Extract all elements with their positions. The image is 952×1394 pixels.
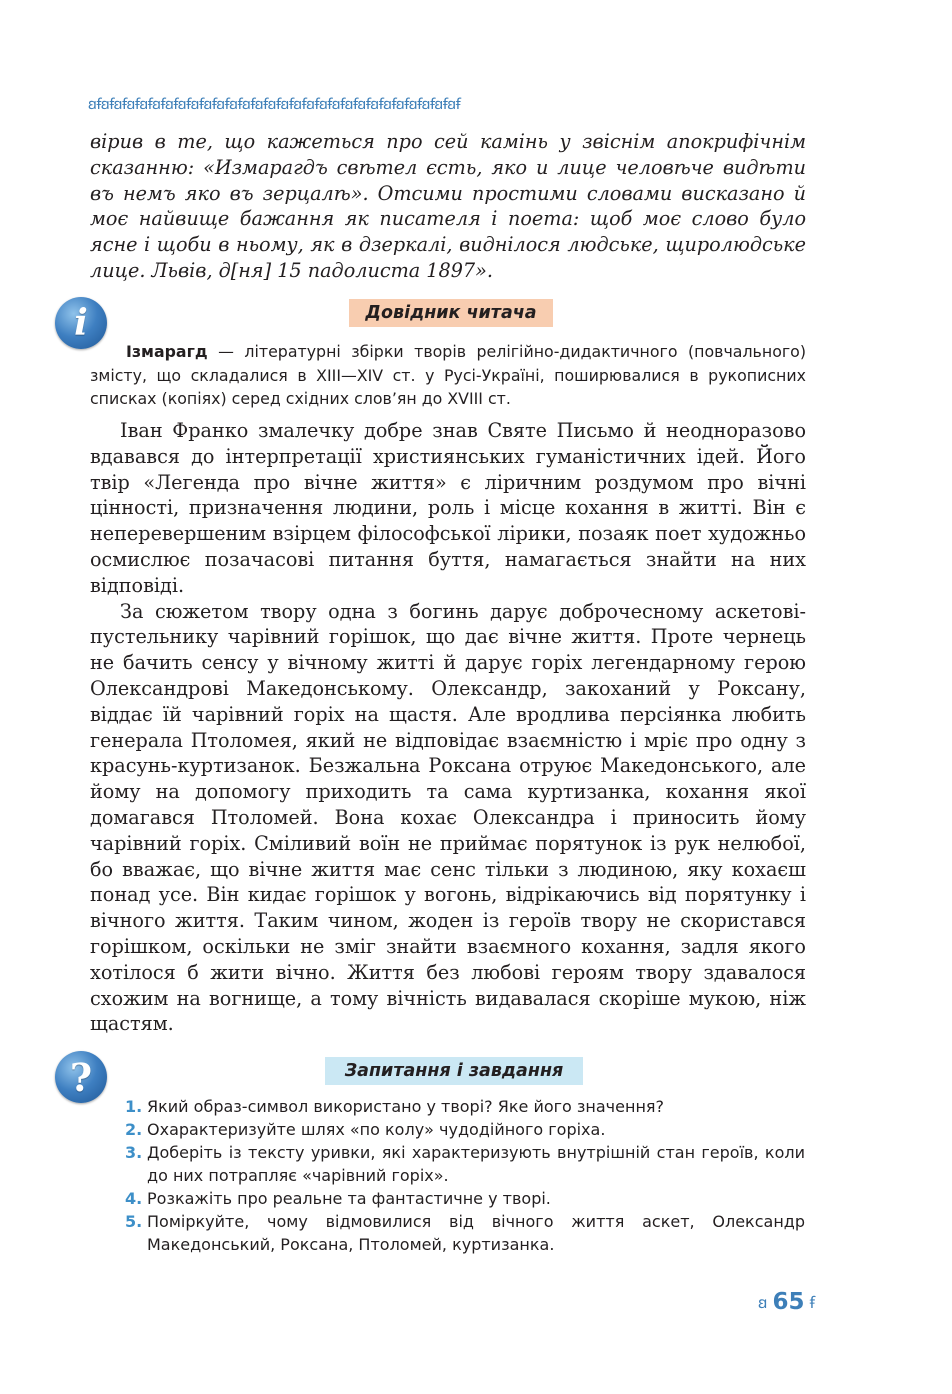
reader-reference-title: Довідник читача [349,299,553,327]
question-item [125,1187,805,1210]
question-icon-glyph: ? [69,1054,93,1100]
page-number [758,1287,848,1317]
question-icon [55,1051,107,1103]
questions-list [125,1095,805,1256]
info-icon-glyph: i [74,302,88,344]
question-number: 2. [125,1120,143,1139]
reader-reference-text: — літературні збірки творів релігійно-дидактичного (повчального) змісту, що складалися в XIII—XIV ст. у Русі-Україні, поширювалися в рукописних списках (копіях) серед східних слов’ян до XVIII ст. [90,342,806,408]
question-number: 5. [125,1212,143,1231]
question-item [125,1141,805,1187]
page-number-value: 65 [772,1289,805,1315]
intro-quote [90,129,806,284]
main-text [90,418,806,1037]
question-text: Який образ-символ використано у творі? Яке його значення? [147,1097,665,1116]
question-item [125,1095,805,1118]
main-paragraph-1: Іван Франко змалечку добре знав Святе Письмо й неодноразово вдавався до інтерпретації християнських гуманістичних ідей. Його твір «Легенда про вічне життя» є ліричним роздумом про вічні цінності, призначення людини, роль і місце кохання в житті. Він є неперевершеним взірцем філософської лірики, позаяк поет художньо осмислює позачасові питання буття, намагається знайти на них відповіді. [90,419,806,597]
questions-title: Запитання і завдання [325,1057,583,1085]
page-ornament-right-icon: ꞙ [809,1293,815,1312]
reader-reference-definition [90,340,806,411]
header-ornament: ꞛꞙꞛꞙꞛꞙꞛꞙꞛꞙꞛꞙꞛꞙꞛꞙꞛꞙꞛꞙꞛꞙꞛꞙꞛꞙꞛꞙꞛꞙꞛꞙꞛꞙꞛꞙꞛꞙꞛꞙꞛꞙꞛꞙꞛꞙꞛꞙꞛꞙꞛꞙꞛꞙꞛꞙꞛꞙ [88,95,461,113]
question-number: 3. [125,1143,143,1162]
reader-reference-term: Ізмарагд [126,342,208,361]
main-paragraph-2: За сюжетом твору одна з богинь дарує доброчесному аскетові-пустельнику чарівний горішок, що дає вічне життя. Проте чернець не бачить сенсу у вічному житті й дарує горіх легендарному герою Олександрові Македонському. Олександр, закоханий у Роксану, віддає їй чарівний горіх на щастя. Але вродлива персіянка любить генерала Птоломея, який не відповідає взаємністю і мріє про одну з красунь-куртизанок. Безжальна Роксана отруює Македонського, але йому на допомогу приходить та сама куртизанка, кохання якої домагався Птоломей. Вона кохає Олександра і приносить йому чарівний горіх. Сміливий воїн не приймає порятунок із рук нелюбої, бо вважає, що вічне життя має сенс тільки з людиною, яку кохаєш понад усе. Він кидає горішок у вогонь, відрікаючись від порятунку і вічного життя. Таким чином, жоден із героїв твору не скористався горішком, оскільки не зміг знайти взаємного кохання, задля якого хотілося б жити вічно. Життя без любові героям твору здавалося схожим на вогнище, а тому вічність видавалася скоріше мукою, ніж щастям. [90,599,806,1036]
question-number: 1. [125,1097,143,1116]
question-item [125,1118,805,1141]
question-text: Поміркуйте, чому відмовилися від вічного життя аскет, Олександр Македонський, Роксана, Птоломей, куртизанка. [147,1212,805,1254]
question-number: 4. [125,1189,143,1208]
page-ornament-left-icon: ꞛ [758,1293,768,1312]
question-item [125,1210,805,1256]
question-text: Доберіть із тексту уривки, які характеризують внутрішній стан героїв, коли до них потрапляє «чарівний горіх». [147,1143,805,1185]
question-text: Охарактеризуйте шлях «по колу» чудодійного горіха. [147,1120,606,1139]
intro-paragraph: вірив в те, що кажеться про сей камінь у звіснім апокрифічнім сказанню: «Измарагдъ свѣтел єсть, яко и лице человѣче видѣти въ немъ яко въ зерцалѣ». Отсими простими словами висказано й моє найвище бажання як писателя і поета: щоб моє слово було ясне і щоби в ньому, як в дзеркалі, виднілося людське, щиролюдське лице. Львів, д[ня] 15 падолиста 1897». [90,130,806,282]
question-text: Розкажіть про реальне та фантастичне у творі. [147,1189,551,1208]
